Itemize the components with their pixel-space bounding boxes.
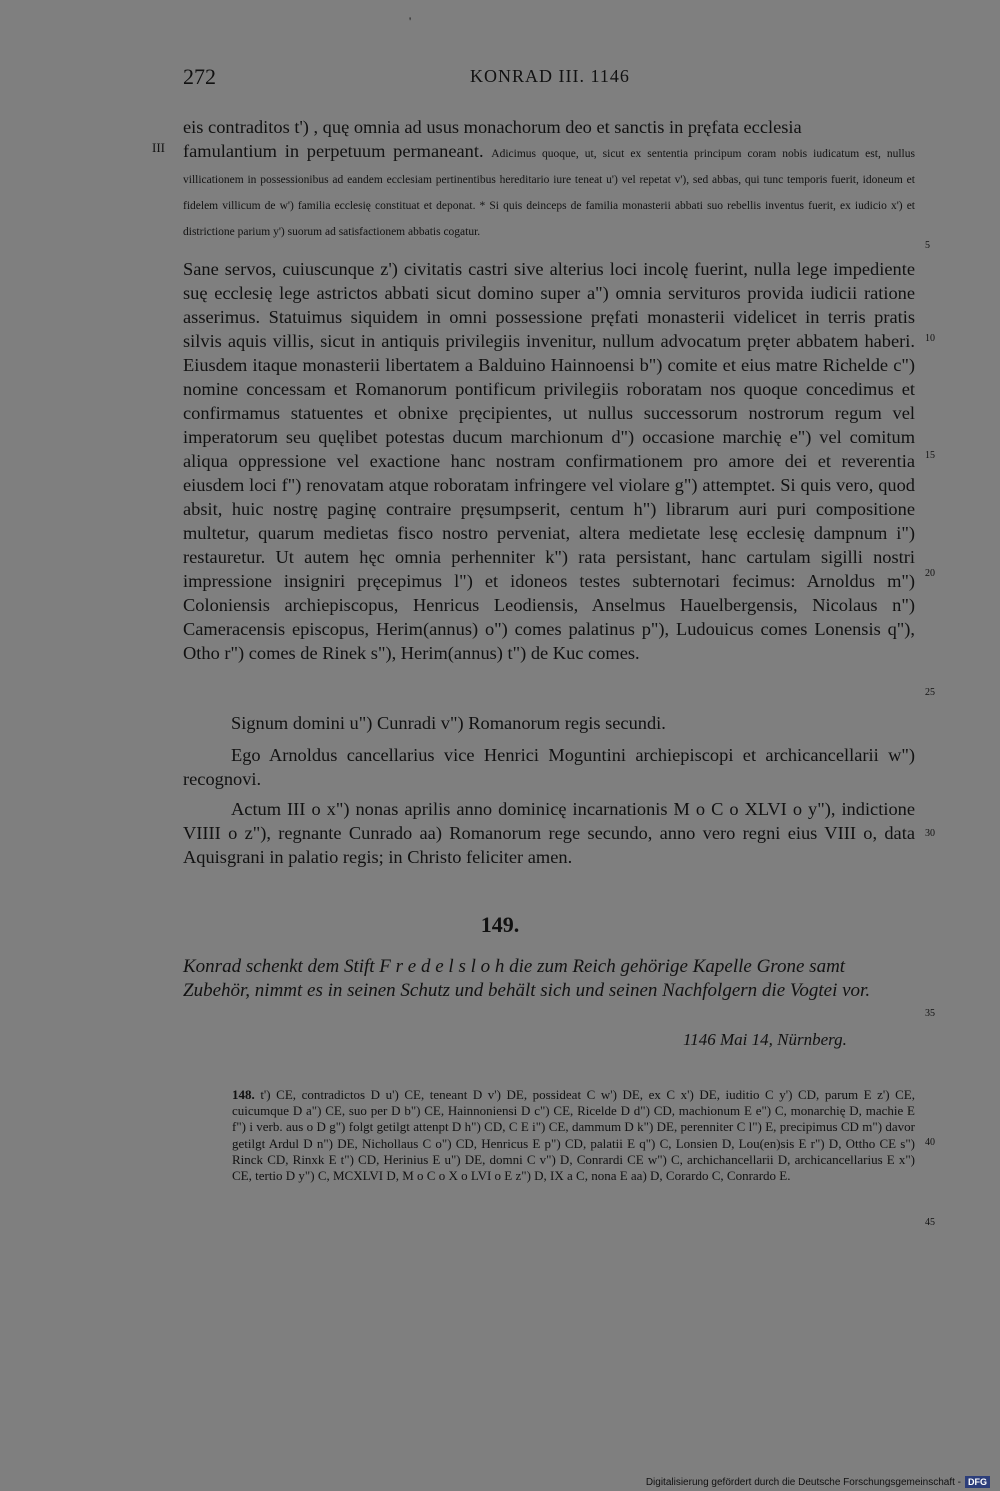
line-number-5: 5 <box>925 240 930 251</box>
line-number-25: 25 <box>925 687 935 698</box>
line-number-20: 20 <box>925 568 935 579</box>
line-number-45: 45 <box>925 1217 935 1228</box>
line-number-10: 10 <box>925 333 935 344</box>
document-number: 149. <box>480 912 520 937</box>
main-paragraph: Sane servos, cuiuscunque z') civitatis castri sive alterius loci incolę fuerint, nulla lege impediente suę ecclesię lege astrictos abbati sicut domino super a") omnia servituros provida iudicii ratione asserimus. Statuimus siquidem in omni possessione pręfati monasterii videlicet in terris pratis silvis aquis villis, sicut in antiquis privilegiis invenitur, nullum advocatum pręter abbatem haberi. Eiusdem itaque monasterii libertatem a Balduino Hainnoensi b") comite et eius matre Richelde c") nomine concessam et Romanorum pontificum privilegiis roboratam nos quoque concedimus et confirmamus statuentes et obnixe pręcipientes, ut nullus successorum nostrorum regum vel imperatorum seu quęlibet potestas ducum marchionum d") occasione marchię e") vel comitum aliqua oppressione vel exactione hanc nostram confirmationem pro amore dei et reverentia eiusdem loci f") renovatam atque roboratam infringere vel violare g") attemptet. Si quis vero, quod absit, huic nostrę paginę contraire pręsumpserit, centum h") librarum auri puri compositione multetur, quarum medietas fisco nostro perveniat, altera medietate lesę ecclesię dampnum i") restauretur. Ut autem hęc omnia perhenniter k") rata persistant, hanc cartulam sigilli nostri impressione insigniri pręcepimus l") et idoneos testes subternotari fecimus: Arnoldus m") Coloniensis archiepiscopus, Henricus Leodiensis, Anselmus Hauelbergensis, Nicolaus n") Cameracensis episcopus, Herim(annus) o") comes palatinus p"), Ludouicus comes Lonensis q"), Otho r") comes de Rinek s"), Herim(annus) t") de Kuc comes. <box>183 259 915 663</box>
mixed-paragraph <box>183 140 915 244</box>
actum-paragraph: Actum III o x") nonas aprilis anno dominicę incarnationis M o C o XLVI o y"), indictione VIIII o z"), regnante Cunrado aa) Romanorum rege secundo, anno vero regni eius VIII o, data Aquisgrani in palatio regis; in Christo feliciter amen. <box>183 799 915 867</box>
date-place: 1146 Mai 14, Nürnberg. <box>683 1030 847 1049</box>
notes-text: t') CE, contradictos D u') CE, teneant D v') DE, possideat C w') DE, ex C x') DE, iuditio C y') CD, parum E z') CE, cuicumque D a") CE, suo per D b") CE, Hainnoniensi D c") CE, Ricelde D d") CD, machionum E e") C, monarchię D, machie E f") i verb. aus o D g") folgt getilgt attenpt D h") CD, C E i") CE, dammum D k") DE, perenniter C l") E, precipimus CD m") davor getilgt Ardul D n") DE, Nichollaus C o") CD, Henricus E p") CD, palatii E q") C, Lonsien D, Lou(en)sis E r") D, Ottho CE s") Rinck CD, Rinxk E t") CD, Herinius E u") DE, domni C v") D, Conrardi CE w") C, archichancellarii D, archicancellarius E x") CE, tertio D y") C, MCXLVI D, M o C o X o LVI o E z") D, IX a C, nona E aa) D, Corardo C, Conrardo E. <box>232 1087 915 1184</box>
regest-summary: Konrad schenkt dem Stift F r e d e l s l o h die zum Reich gehörige Kapelle Grone samt Zubehör, nimmt es in seinen Schutz und behält sich und seinen Nachfolgern die Vogtei vor. <box>183 956 871 1001</box>
line-number-35: 35 <box>925 1008 935 1019</box>
line-number-30: 30 <box>925 828 935 839</box>
top-mark: ' <box>409 14 412 28</box>
footer-text: Digitalisierung gefördert durch die Deutsche Forschungsgemeinschaft - <box>645 1476 961 1488</box>
dfg-logo-icon: DFG <box>965 1476 990 1488</box>
page-number: 272 <box>183 64 216 89</box>
running-title: KONRAD III. 1146 <box>470 66 630 86</box>
footer <box>646 1476 990 1488</box>
small-print-passage: Adicimus quoque, ut, sicut ex sententia principum coram nobis iudicatum est, nullus villicationem in possessionibus ad eandem ecclesiam pertinentibus hereditario iure teneat u') vel repetat v'), sed abbas, qui tunc temporis fuerit, idoneum et fidelem villicum de w') familia ecclesię constituat et deponat. * Si quis deinceps de familia monasterii abbati suo rebellis inventus fuerit, ex iudicio x') et districtione parium y') suorum ad satisfactionem abbatis cogatur. <box>183 148 915 238</box>
text-line-2: famulantium in perpetuum permaneant. <box>183 141 484 161</box>
text-line-1: eis contraditos t') , quę omnia ad usus monachorum deo et sanctis in pręfata ecclesia <box>183 117 802 137</box>
critical-apparatus <box>232 1087 915 1184</box>
signum-line: Signum domini u") Cunradi v") Romanorum regis secundi. <box>231 713 666 733</box>
line-number-40: 40 <box>925 1137 935 1148</box>
notes-label: 148. <box>232 1087 255 1102</box>
line-number-15: 15 <box>925 450 935 461</box>
recognition-paragraph: Ego Arnoldus cancellarius vice Henrici Moguntini archiepiscopi et archicancellarii w") recognovi. <box>183 745 915 789</box>
margin-roman-numeral: III <box>152 140 165 155</box>
